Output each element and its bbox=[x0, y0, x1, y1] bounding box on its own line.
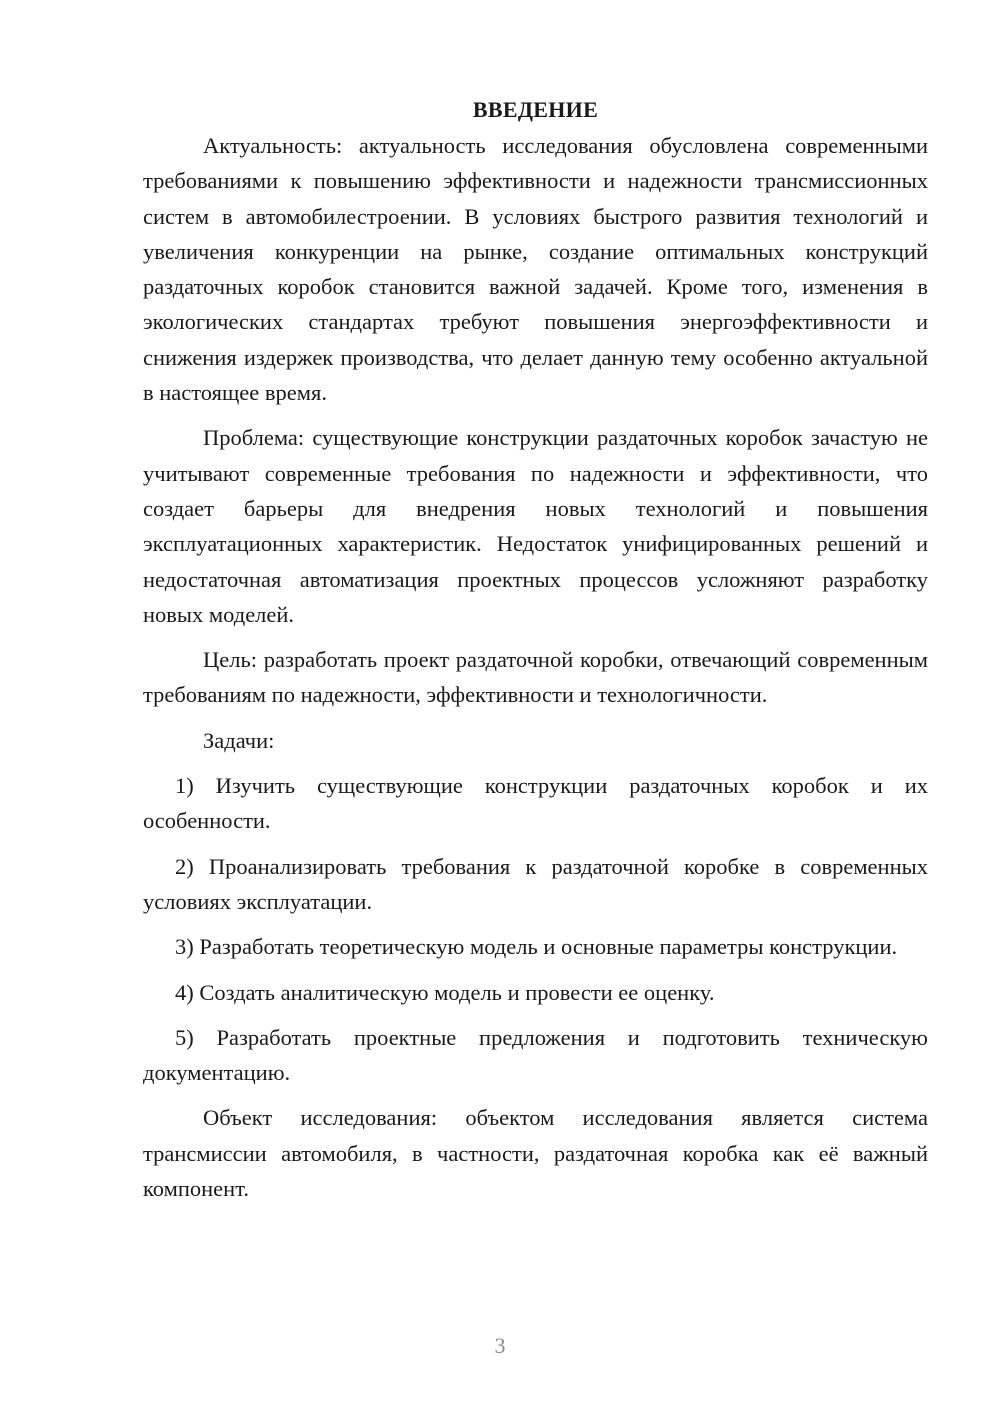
tasks-list bbox=[143, 768, 928, 1090]
tasks-heading: Задачи: bbox=[203, 727, 275, 753]
relevance-paragraph: Актуальность: актуальность исследования обусловлена современными требованиями к повышению эффективности и надежности трансмиссионных систем в автомобилестроении. В условиях быстрого развития технологий и увеличения конкуренции на рынке, создание оптимальных конструкций раздаточных коробок становится важной задачей. Кроме того, изменения в экологических стандартах требуют повышения энергоэффективности и снижения издержек производства, что делает данную тему особенно актуальной в настоящее время. bbox=[143, 133, 928, 406]
object-paragraph: Объект исследования: объектом исследования является система трансмиссии автомобиля, в частности, раздаточная коробка как её важный компонент. bbox=[143, 1105, 928, 1202]
task-item: 1) Изучить существующие конструкции раздаточных коробок и их особенности. bbox=[143, 773, 928, 834]
page-title: ВВЕДЕНИЕ bbox=[472, 97, 599, 122]
problem-paragraph: Проблема: существующие конструкции раздаточных коробок зачастую не учитывают современные требования по надежности и эффективности, что создает барьеры для внедрения новых технологий и повышения эксплуатационных характеристик. Недостаток унифицированных решений и недостаточная автоматизация проектных процессов усложняют разработку новых моделей. bbox=[143, 425, 928, 627]
goal-paragraph: Цель: разработать проект раздаточной коробки, отвечающий современным требованиям по надежности, эффективности и технологичности. bbox=[143, 647, 928, 708]
task-item: 4) Создать аналитическую модель и провести ее оценку. bbox=[175, 979, 715, 1005]
document-page bbox=[143, 92, 928, 1206]
task-item: 3) Разработать теоретическую модель и основные параметры конструкции. bbox=[175, 934, 898, 960]
page-number: 3 bbox=[494, 1333, 506, 1358]
task-item: 5) Разработать проектные предложения и подготовить техническую документацию. bbox=[143, 1024, 928, 1086]
task-item: 2) Проанализировать требования к раздаточной коробке в современных условиях эксплуатации. bbox=[143, 853, 928, 914]
